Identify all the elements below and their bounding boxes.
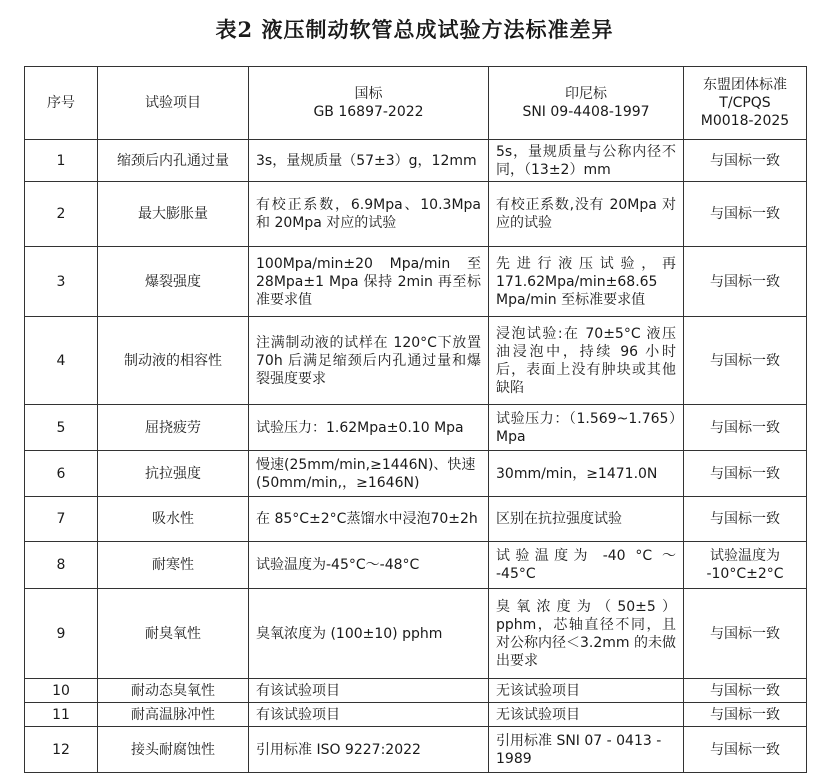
- cell-seq: 3: [25, 247, 98, 317]
- cell-asean: 试验温度为 -10°C±2°C: [684, 542, 807, 589]
- cell-seq: 6: [25, 451, 98, 497]
- cell-item: 耐高温脉冲性: [98, 703, 249, 727]
- header-gb-line2: GB 16897-2022: [313, 104, 424, 120]
- cell-sni: 先进行液压试验，再 171.62Mpa/min±68.65 Mpa/min 至标准要求值: [489, 247, 684, 317]
- cell-sni: 5s，量规质量与公称内径不同，（13±2）mm: [489, 140, 684, 182]
- cell-gb: 引用标准 ISO 9227:2022: [249, 727, 489, 773]
- cell-asean: 与国标一致: [684, 247, 807, 317]
- header-asean-line2: T/CPQS: [719, 95, 771, 111]
- cell-gb: 试验压力：1.62Mpa±0.10 Mpa: [249, 405, 489, 451]
- cell-sni: 30mm/min，≥1471.0N: [489, 451, 684, 497]
- cell-seq: 2: [25, 182, 98, 247]
- table-row: [25, 140, 807, 182]
- table-row: [25, 405, 807, 451]
- table-row: [25, 451, 807, 497]
- cell-item: 耐臭氧性: [98, 589, 249, 679]
- cell-seq: 4: [25, 317, 98, 405]
- cell-asean: 与国标一致: [684, 497, 807, 542]
- cell-asean: 与国标一致: [684, 182, 807, 247]
- table-title: 表2 液压制动软管总成试验方法标准差异: [215, 17, 614, 42]
- cell-item: 缩颈后内孔通过量: [98, 140, 249, 182]
- cell-asean: 与国标一致: [684, 679, 807, 703]
- cell-seq: 7: [25, 497, 98, 542]
- cell-sni: 无该试验项目: [489, 703, 684, 727]
- header-asean: [684, 67, 807, 140]
- cell-seq: 10: [25, 679, 98, 703]
- table-row: [25, 589, 807, 679]
- cell-sni: 试验压力：（1.569~1.765）Mpa: [489, 405, 684, 451]
- cell-seq: 12: [25, 727, 98, 773]
- cell-gb: 在 85°C±2°C蒸馏水中浸泡70±2h: [249, 497, 489, 542]
- cell-gb: 100Mpa/min±20 Mpa/min 至 28Mpa±1 Mpa 保持 2min 再至标准要求值: [249, 247, 489, 317]
- cell-gb: 注满制动液的试样在 120°C下放置 70h 后满足缩颈后内孔通过量和爆裂强度要求: [249, 317, 489, 405]
- header-seq: 序号: [25, 67, 98, 140]
- cell-sni: 引用标准 SNI 07 - 0413 - 1989: [489, 727, 684, 773]
- cell-seq: 5: [25, 405, 98, 451]
- cell-gb: 有校正系数，6.9Mpa、10.3Mpa 和 20Mpa 对应的试验: [249, 182, 489, 247]
- cell-asean: 与国标一致: [684, 589, 807, 679]
- cell-gb: 3s，量规质量（57±3）g，12mm: [249, 140, 489, 182]
- cell-seq: 9: [25, 589, 98, 679]
- cell-item: 最大膨胀量: [98, 182, 249, 247]
- cell-item: 爆裂强度: [98, 247, 249, 317]
- table-row: [25, 247, 807, 317]
- cell-gb: 有该试验项目: [249, 703, 489, 727]
- comparison-table: [24, 66, 807, 773]
- cell-asean: 与国标一致: [684, 703, 807, 727]
- cell-item: 制动液的相容性: [98, 317, 249, 405]
- header-gb-line1: 国标: [354, 86, 383, 102]
- cell-asean: 与国标一致: [684, 317, 807, 405]
- header-row: [25, 67, 807, 140]
- header-sni-line2: SNI 09-4408-1997: [522, 104, 650, 120]
- cell-seq: 11: [25, 703, 98, 727]
- cell-item: 耐动态臭氧性: [98, 679, 249, 703]
- table-row: [25, 182, 807, 247]
- cell-gb: 试验温度为-45°C～-48°C: [249, 542, 489, 589]
- cell-seq: 1: [25, 140, 98, 182]
- header-asean-line3: M0018-2025: [700, 113, 790, 129]
- table-row: [25, 317, 807, 405]
- cell-sni: 臭氧浓度为（50±5）pphm，芯轴直径不同，且对公称内径＜3.2mm 的未做出要求: [489, 589, 684, 679]
- cell-item: 吸水性: [98, 497, 249, 542]
- header-sni: [489, 67, 684, 140]
- header-item: 试验项目: [98, 67, 249, 140]
- table-row: [25, 703, 807, 727]
- header-sni-line1: 印尼标: [565, 86, 607, 102]
- cell-sni: 浸泡试验:在 70±5°C 液压油浸泡中，持续 96 小时后，表面上没有肿块或其他缺陷: [489, 317, 684, 405]
- cell-asean: 与国标一致: [684, 140, 807, 182]
- cell-sni: 无该试验项目: [489, 679, 684, 703]
- cell-gb: 臭氧浓度为 (100±10) pphm: [249, 589, 489, 679]
- table-row: [25, 497, 807, 542]
- cell-item: 接头耐腐蚀性: [98, 727, 249, 773]
- cell-item: 抗拉强度: [98, 451, 249, 497]
- cell-asean: 与国标一致: [684, 451, 807, 497]
- cell-asean: 与国标一致: [684, 405, 807, 451]
- table-row: [25, 679, 807, 703]
- cell-item: 屈挠疲劳: [98, 405, 249, 451]
- cell-sni: 试验温度为 -40 °C ～ -45°C: [489, 542, 684, 589]
- cell-asean: 与国标一致: [684, 727, 807, 773]
- cell-seq: 8: [25, 542, 98, 589]
- header-gb: [249, 67, 489, 140]
- cell-item: 耐寒性: [98, 542, 249, 589]
- cell-sni: 区别在抗拉强度试验: [489, 497, 684, 542]
- cell-sni: 有校正系数,没有 20Mpa 对应的试验: [489, 182, 684, 247]
- table-row: [25, 542, 807, 589]
- cell-gb: 慢速(25mm/min,≥1446N)、快速(50mm/min,，≥1646N): [249, 451, 489, 497]
- cell-gb: 有该试验项目: [249, 679, 489, 703]
- table-row: [25, 727, 807, 773]
- header-asean-line1: 东盟团体标准: [703, 77, 787, 93]
